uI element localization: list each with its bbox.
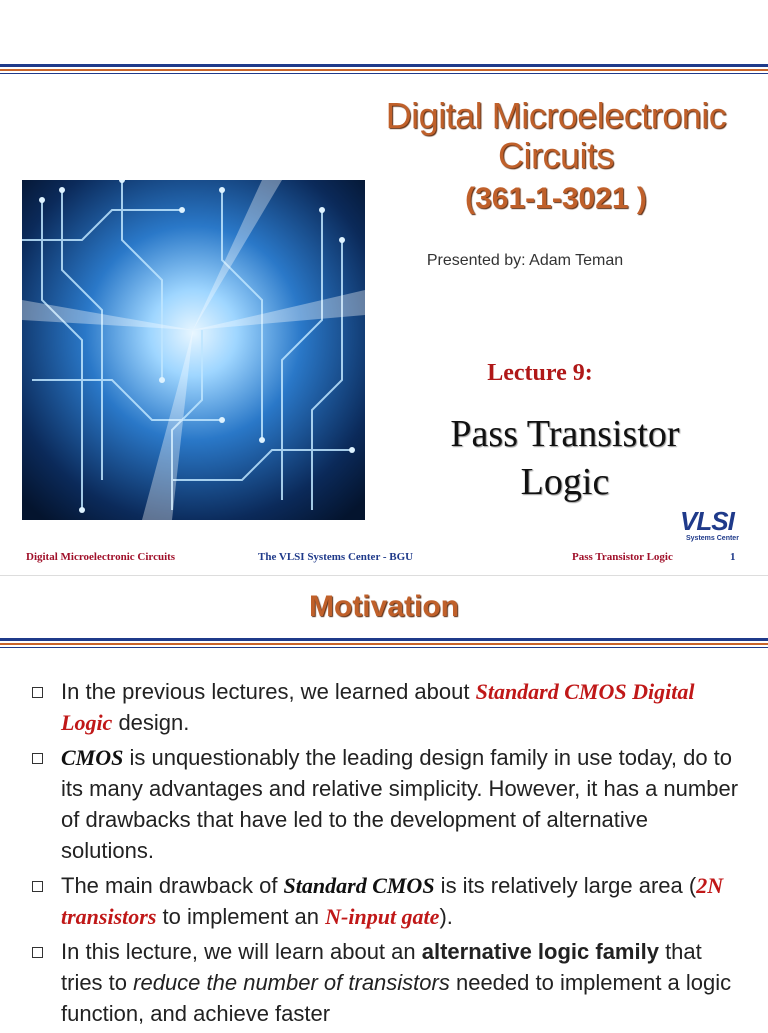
list-item: In this lecture, we will learn about an alternative logic family that tries to reduce the number of transistors needed to implement a logic function, and achieve faster [30,936,742,1029]
slide-footer [0,551,768,567]
topic-line-2: Logic [520,461,610,503]
footer-topic: Pass Transistor Logic [572,551,673,563]
list-item: CMOS is unquestionably the leading design family in use today, do to its many advantages and relative simplicity. However, it has a number of drawbacks that have led to the development of alternative solutions. [30,742,742,866]
course-title [370,96,742,220]
list-item: In the previous lectures, we learned about Standard CMOS Digital Logic design. [30,676,742,738]
bullet-list [30,676,742,1033]
title-line-2: Circuits [497,135,614,176]
title-line-1: Digital Microelectronic [385,95,727,136]
top-divider [0,64,768,74]
footer-center: The VLSI Systems Center - BGU [258,551,414,563]
vlsi-logo-subtext: Systems Center [686,535,739,542]
checkbox-bullet-icon [32,687,43,698]
lecture-number: Lecture 9: [487,360,593,386]
vlsi-logo-text: VLSI [680,506,734,536]
topic-line-1: Pass Transistor [450,413,680,455]
checkbox-bullet-icon [32,881,43,892]
list-item: The main drawback of Standard CMOS is its relatively large area (2N transistors to implement an N-input gate). [30,870,742,932]
presenter-line: Presented by: Adam Teman [426,252,624,269]
page-number: 1 [730,551,736,563]
slide-heading: Motivation [309,590,459,623]
course-code: (361-1-3021 ) [465,182,647,215]
checkbox-bullet-icon [32,947,43,958]
lecture-topic [400,410,730,506]
checkbox-bullet-icon [32,753,43,764]
vlsi-logo [680,506,750,546]
slide-separator [0,575,768,576]
circuit-board-image [22,180,365,520]
footer-course: Digital Microelectronic Circuits [26,551,176,563]
heading-divider [0,638,768,648]
